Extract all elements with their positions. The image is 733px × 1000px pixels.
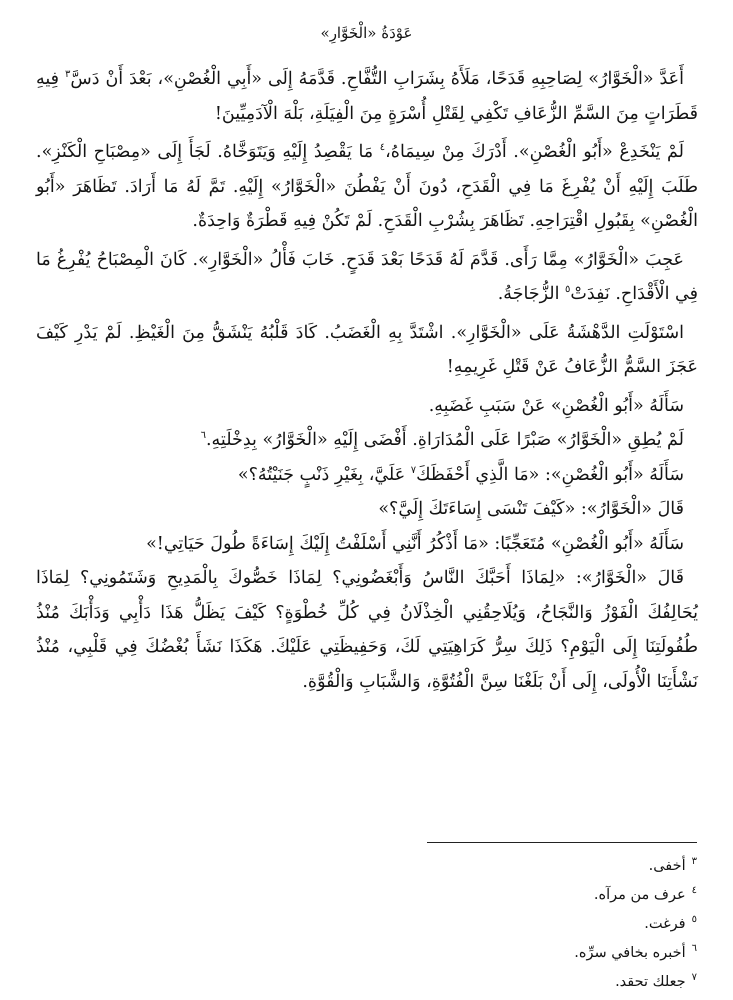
dialogue-text: قَالَ «الْخَوَّارُ»: «كَيْفَ تَنْسَى إِسَاءَتَكَ إِلَيَّ؟»: [378, 499, 684, 519]
footnote-number: ٧: [691, 972, 697, 984]
paragraph-3: [36, 243, 698, 312]
footnote-number: ٦: [691, 943, 697, 955]
footnote-item: [297, 910, 697, 939]
paragraph-text: لَمْ يَنْخَدِعْ «أَبُو الْغُصْنِ». أَدْرَكَ مِنْ سِيمَاهُ،: [385, 142, 684, 162]
dialogue-line-1: [36, 389, 698, 424]
paragraph-1: [36, 62, 698, 131]
footnote-text: عرف من مرآه.: [593, 887, 686, 903]
footnote-item: [297, 881, 697, 910]
paragraph-text: فِيهِ قَطَرَاتٍ مِنَ السَّمِّ الزُّعَافِ تَكْفِي لِقَتْلِ أُسْرَةٍ مِنَ الْفِيَلَةِ، بَلْهَ الْآدَمِيِّينَ!: [36, 69, 698, 124]
paragraph-text: الزُّجَاجَةُ.: [497, 284, 560, 304]
footnote-number: ٤: [691, 885, 697, 897]
dialogue-text: سَأَلَهُ «أَبُو الْغُصْنِ»: «مَا الَّذِي أَحْفَظَكَ: [416, 464, 684, 485]
paragraph-text: عَجِبَ «الْخَوَّارُ» مِمَّا رَأَى. قَدَّمَ لَهُ قَدَحًا بَعْدَ قَدَحٍ. خَابَ فَأْلُ «الْخَوَّارِ». كَانَ الْمِصْبَاحُ يُفْرِغُ مَا فِي الْأَقْدَاحِ. نَفِدَتْ: [36, 249, 698, 304]
story-text: [36, 62, 698, 703]
footnote-text: فرغت.: [644, 916, 686, 932]
dialogue-text: عَلَيَّ، بِغَيْرِ ذَنْبٍ جَنَيْتُهُ؟»: [237, 464, 406, 485]
dialogue-line-5: [36, 527, 698, 562]
paragraph-4: [36, 316, 698, 385]
paragraph-text: قَالَ «الْخَوَّارُ»: «لِمَاذَا أَحَبَّكَ النَّاسُ وَأَبْغَضُونِي؟ لِمَاذَا خَصُّوكَ بِالْمَدِيحِ وَشَتَمُونِي؟ لِمَاذَا يُحَالِفُكَ الْفَوْزُ وَالنَّجَاحُ، وَيُلَاحِقُنِي الْخِذْلَانُ فِي كُلِّ خُطْوَةٍ؟ كَيْفَ يَظَلُّ هَذَا دَأْبِي وَدَأْبَكَ مُنْذُ طُفُولَتِنَا إِلَى الْيَوْمِ؟ ذَلِكَ سِرُّ كَرَاهِيَتِي لَكَ، وَحَفِيظَتِي عَلَيْكَ. هَكَذَا نَشَأَ بُغْضُكَ فِي قَلْبِي، مُنْذُ نَشْأَتِنَا الْأُولَى، إِلَى أَنْ بَلَغْنَا سِنَّ الْفُتُوَّةِ، وَالشَّبَابِ وَالْقُوَّةِ.: [36, 568, 698, 692]
footnote-marker-5: ٥: [565, 284, 571, 296]
footnote-item: [297, 939, 697, 968]
footnote-text: أخفى.: [648, 858, 686, 874]
footnote-marker-7: ٧: [410, 464, 417, 476]
paragraph-text: اسْتَوْلَتِ الدَّهْشَةُ عَلَى «الْخَوَّارِ». اشْتَدَّ بِهِ الْغَضَبُ. كَادَ قَلْبُهُ يَنْشَقُّ مِنَ الْغَيْظِ. لَمْ يَدْرِ كَيْفَ عَجَزَ السَّمُّ الزُّعَافُ عَنْ قَتْلِ غَرِيمِهِ!: [36, 322, 698, 377]
dialogue-line-2: [36, 423, 698, 458]
footnotes-list: [297, 852, 697, 997]
footnote-text: أخبره بخافي سرِّه.: [574, 945, 686, 961]
footnote-number: ٣: [691, 856, 697, 868]
paragraph-5: [36, 561, 698, 699]
footnote-marker-3: ٣: [64, 69, 71, 81]
footnote-item: [297, 968, 697, 997]
footnote-number: ٥: [691, 914, 697, 926]
dialogue-text: سَأَلَهُ «أَبُو الْغُصْنِ» عَنْ سَبَبِ غَضَبِهِ.: [428, 395, 684, 416]
page-title: عَوْدَةُ «الْخَوَّارِ»: [320, 24, 413, 42]
paragraph-2: [36, 135, 698, 239]
footnote-marker-6: ٦: [200, 430, 206, 442]
dialogue-line-4: [36, 492, 698, 527]
dialogue-text: سَأَلَهُ «أَبُو الْغُصْنِ» مُتَعَجِّبًا: «مَا أَذْكُرُ أَنَّنِي أَسْلَفْتُ إِلَيْكَ إِسَاءَةً طُولَ حَيَاتِي!»: [146, 533, 684, 554]
footnote-divider: [427, 842, 697, 843]
paragraph-text: مَا يَقْصِدُ إِلَيْهِ وَيَتَوَخَّاهُ. لَجَأَ إِلَى «مِصْبَاحِ الْكَنْزِ». طَلَبَ إِلَيْهِ أَنْ يُفْرِغَ مَا فِي الْقَدَحِ، دُونَ أَنْ يَفْطُنَ «الْخَوَّارُ» إِلَيْهِ. تَمَّ لَهُ مَا أَرَادَ. تَظَاهَرَ «أَبُو الْغُصْنِ» بِقَبُولِ اقْتِرَاحِهِ. تَظَاهَرَ بِشُرْبِ الْقَدَحِ. لَمْ تَكُنْ فِيهِ قَطْرَةٌ وَاحِدَةٌ.: [36, 142, 698, 231]
footnote-marker-4: ٤: [379, 142, 386, 154]
paragraph-text: أَعَدَّ «الْخَوَّارُ» لِصَاحِبِهِ قَدَحًا، مَلَأَهُ بِشَرَابِ التُّفَّاحِ. قَدَّمَهُ إِلَى «أَبِي الْغُصْنِ»، بَعْدَ أَنْ دَسَّ: [70, 69, 684, 89]
footnote-item: [297, 852, 697, 881]
footnote-text: جعلك تحقد.: [615, 974, 686, 990]
dialogue-line-3: [36, 458, 698, 493]
dialogue-text: لَمْ يُطِقِ «الْخَوَّارُ» صَبْرًا عَلَى الْمُدَارَاةِ. أَفْضَى إِلَيْهِ «الْخَوَّارُ» بِدِخْلَتِهِ.: [205, 430, 684, 450]
